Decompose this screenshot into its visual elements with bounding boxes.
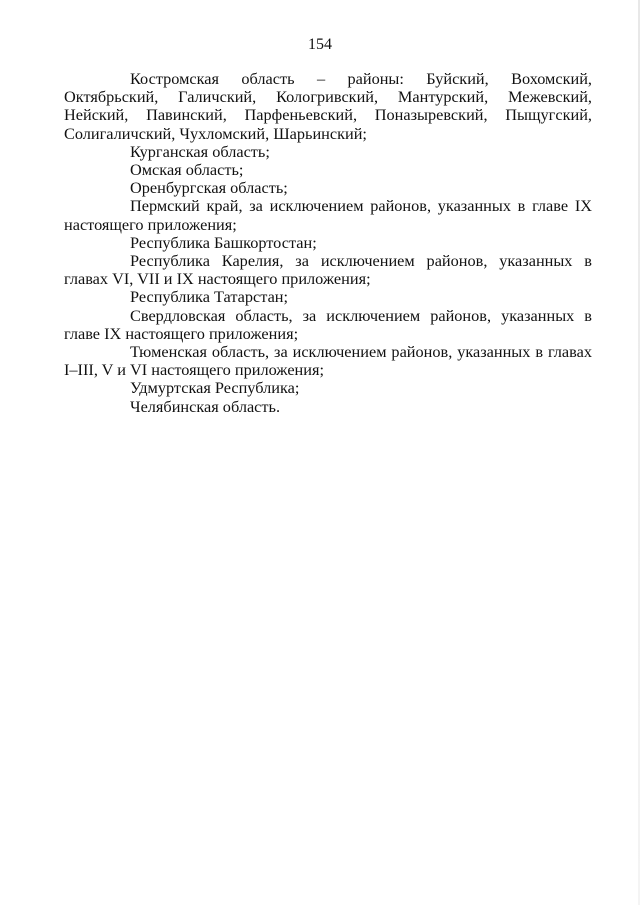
region-entry-karelia: Республика Карелия, за исключением районов, указанных в главах VI, VII и IX настоящего приложения;	[64, 251, 592, 289]
region-entry-kurgan: Курганская область;	[130, 141, 270, 161]
region-entry-chelyabinsk: Челябинская область.	[130, 396, 281, 416]
region-entry-perm: Пермский край, за исключением районов, указанных в главе IX настоящего приложения;	[64, 196, 592, 234]
region-entry-udmurtia: Удмуртская Республика;	[130, 378, 300, 398]
region-entry-bashkortostan: Республика Башкортостан;	[130, 232, 317, 252]
page-content	[64, 70, 592, 416]
region-entry-tatarstan: Республика Татарстан;	[130, 287, 289, 307]
region-entry-sverdlovsk: Свердловская область, за исключением районов, указанных в главе IX настоящего приложения;	[64, 305, 592, 343]
page-number: 154	[308, 36, 332, 53]
region-entry-orenburg: Оренбургская область;	[130, 178, 288, 198]
region-entry-tyumen: Тюменская область, за исключением районов, указанных в главах I–III, V и VI настоящего приложения;	[64, 342, 592, 380]
region-entry-omsk: Омская область;	[130, 160, 244, 180]
region-entry-kostroma: Костромская область – районы: Буйский, Вохомский, Октябрьский, Галичский, Кологривский, Мантурский, Межевский, Нейский, Павинский, Парфеньевский, Поназыревский, Пыщугский, Солигаличский, Чухломский, Шарьинский;	[64, 69, 592, 143]
